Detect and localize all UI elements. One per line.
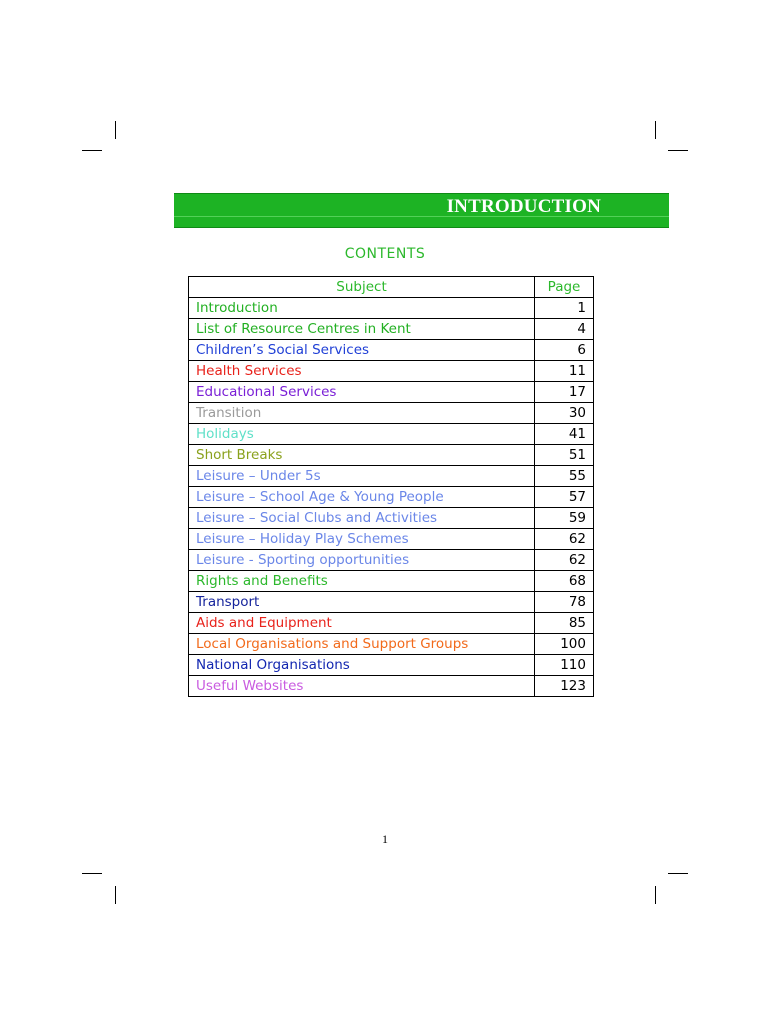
contents-entry-page: 78 [535, 592, 594, 613]
table-row [189, 508, 594, 529]
contents-entry-subject: Leisure – Social Clubs and Activities [189, 508, 535, 529]
table-header-row [189, 277, 594, 298]
contents-entry-subject: Introduction [189, 298, 535, 319]
contents-entry-page: 68 [535, 571, 594, 592]
table-row [189, 466, 594, 487]
table-row [189, 634, 594, 655]
table-row [189, 298, 594, 319]
contents-entry-subject: Leisure – Holiday Play Schemes [189, 529, 535, 550]
table-row [189, 319, 594, 340]
contents-entry-subject: Rights and Benefits [189, 571, 535, 592]
contents-entry-subject: Aids and Equipment [189, 613, 535, 634]
contents-entry-page: 17 [535, 382, 594, 403]
contents-entry-subject: Leisure – Under 5s [189, 466, 535, 487]
contents-entry-page: 85 [535, 613, 594, 634]
contents-entry-page: 51 [535, 445, 594, 466]
contents-entry-page: 6 [535, 340, 594, 361]
contents-entry-page: 62 [535, 529, 594, 550]
table-row [189, 361, 594, 382]
crop-mark-top-left-horizontal [82, 150, 102, 151]
table-row [189, 613, 594, 634]
contents-entry-page: 123 [535, 676, 594, 697]
contents-entry-page: 59 [535, 508, 594, 529]
contents-entry-subject: National Organisations [189, 655, 535, 676]
contents-entry-page: 110 [535, 655, 594, 676]
contents-entry-page: 41 [535, 424, 594, 445]
crop-mark-top-left-vertical [115, 121, 116, 139]
table-row [189, 550, 594, 571]
subject-column-header: Subject [189, 277, 535, 298]
contents-table [188, 276, 594, 697]
table-row [189, 676, 594, 697]
table-row [189, 571, 594, 592]
contents-entry-page: 100 [535, 634, 594, 655]
contents-table-body [189, 298, 594, 697]
crop-mark-bottom-left-horizontal [82, 873, 102, 874]
contents-entry-subject: Leisure – School Age & Young People [189, 487, 535, 508]
contents-entry-subject: Local Organisations and Support Groups [189, 634, 535, 655]
contents-entry-subject: Leisure - Sporting opportunities [189, 550, 535, 571]
section-title: INTRODUCTION [446, 196, 601, 217]
crop-mark-top-right-horizontal [668, 150, 688, 151]
contents-entry-page: 62 [535, 550, 594, 571]
contents-entry-subject: Educational Services [189, 382, 535, 403]
contents-entry-subject: Children’s Social Services [189, 340, 535, 361]
table-row [189, 529, 594, 550]
table-row [189, 403, 594, 424]
crop-mark-bottom-left-vertical [115, 886, 116, 904]
contents-entry-subject: Health Services [189, 361, 535, 382]
crop-mark-top-right-vertical [655, 121, 656, 139]
table-row [189, 487, 594, 508]
table-row [189, 340, 594, 361]
page-column-header: Page [535, 277, 594, 298]
section-banner [174, 193, 669, 228]
contents-entry-page: 57 [535, 487, 594, 508]
contents-entry-page: 11 [535, 361, 594, 382]
crop-mark-bottom-right-horizontal [668, 873, 688, 874]
page-number: 1 [382, 832, 388, 846]
contents-entry-subject: List of Resource Centres in Kent [189, 319, 535, 340]
contents-entry-page: 1 [535, 298, 594, 319]
table-row [189, 655, 594, 676]
contents-entry-subject: Holidays [189, 424, 535, 445]
table-row [189, 445, 594, 466]
contents-entry-page: 4 [535, 319, 594, 340]
contents-entry-subject: Transport [189, 592, 535, 613]
table-row [189, 424, 594, 445]
contents-entry-page: 30 [535, 403, 594, 424]
crop-mark-bottom-right-vertical [655, 886, 656, 904]
table-row [189, 382, 594, 403]
contents-entry-subject: Transition [189, 403, 535, 424]
contents-entry-page: 55 [535, 466, 594, 487]
table-row [189, 592, 594, 613]
contents-heading: CONTENTS [344, 246, 426, 262]
contents-entry-subject: Short Breaks [189, 445, 535, 466]
contents-entry-subject: Useful Websites [189, 676, 535, 697]
